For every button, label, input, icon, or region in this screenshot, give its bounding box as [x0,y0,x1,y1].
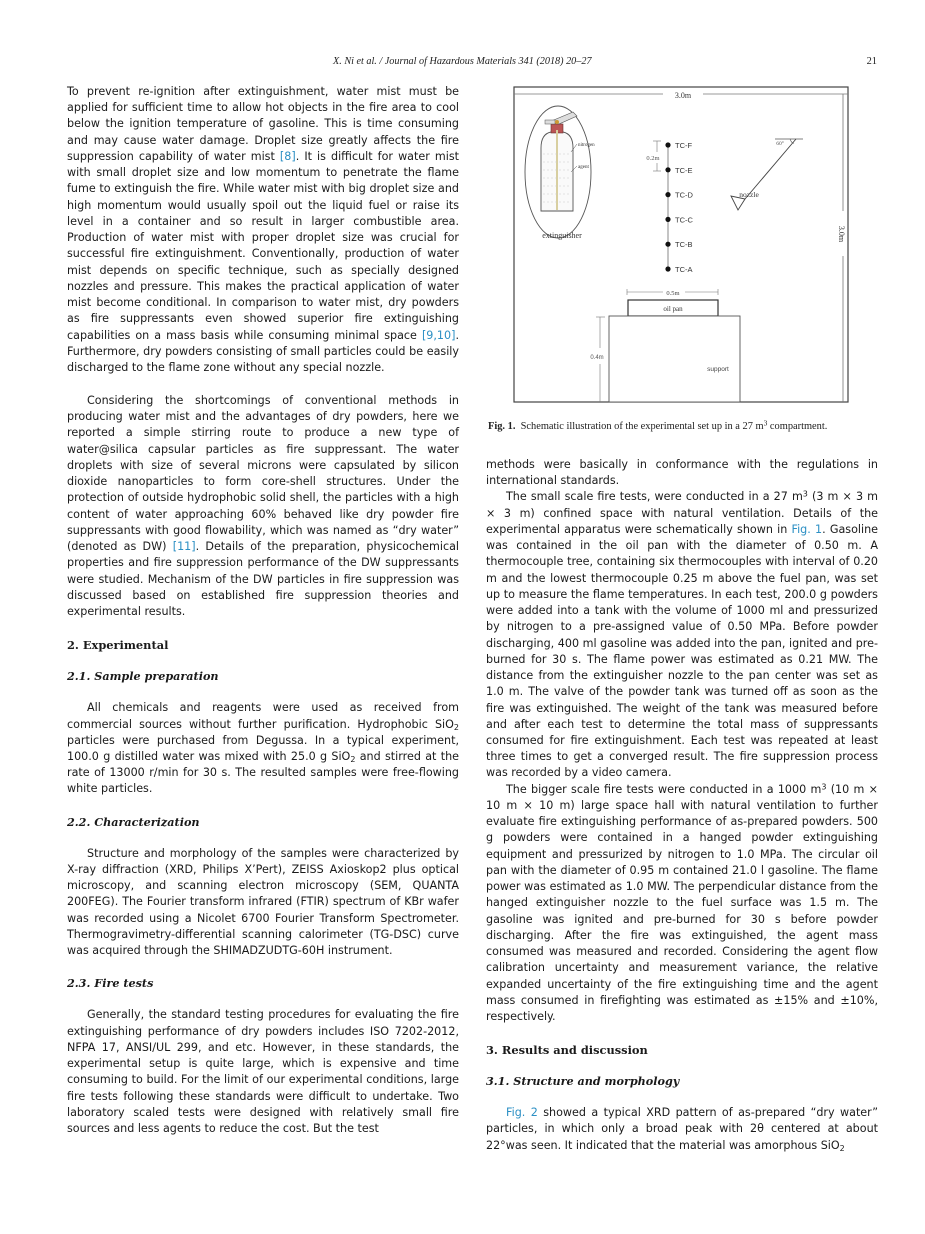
paragraph-sample-preparation: All chemicals and reagents were used as received from commercial sources without further purification. Hydrophobic SiO$_2$ particles were purchased from Degussa. In a typical experiment, 100.0 g distilled water was mixed with 25.0 g SiO$_2$ and stirred at the rate of 13000 r/min for 30 s. The resulted samples were free-flowing white particles. [67,701,459,796]
width-dimension-label: 3.0m [674,91,692,100]
support [609,316,740,402]
left-column [67,84,459,1137]
support-height-label: 0.4m [590,355,604,361]
extinguisher-icon [541,112,577,211]
angle-label: 60° [776,141,784,147]
paragraph-characterization: Structure and morphology of the samples were characterized by X-ray diffraction (XRD, Philips X’Pert), ZEISS Axioskop2 plus optical microscopy, and scanning electron microscopy (SEM, QUANTA 200FEG). The Fourier transform infrared (FTIR) spectrum of KBr wafer was recorded using a Nicolet 6700 Fourier Transform Spectrometer. Thermogravimetry-differential scanning calorimeter (TG-DSC) curve was acquired through the SHIMADZUDTG-60H instrument. [67,846,459,958]
page-header [0,56,925,70]
subsection-heading-structure: 3.1. Structure and morphology [486,1074,680,1089]
pan-width-label: 0.5m [666,290,680,297]
citation-link[interactable]: [11] [172,540,196,554]
thermocouple-label: TC-C [675,215,693,225]
thermocouple-label: TC-E [675,165,693,175]
thermocouple-label: TC-B [675,240,693,250]
figure-label: Fig. 1. [488,421,516,432]
paragraph-xrd: Fig. 2 showed a typical XRD pattern of as-prepared “dry water” particles, in which only a broad peak with 2θ centered at about 22°was seen. It indicated that the material was amorphous SiO$_2$ [486,1106,878,1153]
thermocouple-marker [665,167,670,172]
thermocouple-label: TC-D [675,190,693,200]
thermocouple-marker [665,242,670,247]
thermocouple-marker [665,142,670,147]
figure-link[interactable]: Fig. 2 [506,1106,538,1120]
section-heading-experimental: 2. Experimental [67,638,169,653]
subsection-heading-sample-preparation: 2.1. Sample preparation [67,669,219,684]
right-column [486,457,878,1154]
paragraph-bigger-scale-tests: The bigger scale fire tests were conducted in a 1000 $m^3$ (10 m × 10 m × 10 m) large space hall with natural ventilation to further evaluate fire extinguishing performance of as-prepared powders. 500 g powders were contained in a hanged powder extinguishing equipment and pressurized by nitrogen to 1.0 MPa. The circular oil pan with the diameter of 0.95 m contained 21.0 l gasoline. The flame power was estimated as 1.0 MW. The perpendicular distance from the hanged extinguisher nozzle to the fuel surface was 1.5 m. The gasoline was ignited and pre-burned for 30 s before powder discharging. After the fire was extinguished, the agent mass consumed was measured and recorded. Considering the agent flow calibration uncertainty and measurement variance, the relative expanded uncertainty of the fire extinguishing time and the agent mass consumed in firefighting was estimated as ±15% and ±10%, respectively. [486,782,878,1023]
schematic-diagram [513,86,850,404]
running-head: X. Ni et al. / Journal of Hazardous Materials 341 (2018) 20–27 [333,56,592,67]
support-label: support [707,366,729,373]
thermocouple-label: TC-A [675,265,693,274]
figure-1-schematic [513,86,850,404]
figure-link[interactable]: Fig. 1 [791,522,823,536]
spacing-label: 0.2m [646,155,660,162]
figure-1-caption: Fig. 1. Schematic illustration of the experimental set up in a 27 $m^3$ compartment. [488,418,828,432]
citation-link[interactable]: [8] [279,149,296,163]
page-number: 21 [866,56,877,67]
subsection-heading-fire-tests: 2.3. Fire tests [67,976,154,991]
paragraph-fire-tests: Generally, the standard testing procedures for evaluating the fire extinguishing performance of dry powders includes ISO 7202-2012, NFPA 17, ANSI/UL 299, and etc. However, in these standards, the experimental setup is quite large, which is expensive and time consuming to build. For the limit of our experimental conditions, large fire tests following these standards were difficult to undertake. Two laboratory scaled tests were designed with relatively small fire sources and less agents to reduce the cost. But the test [67,1008,459,1135]
subsection-heading-characterization: 2.2. Characterization [67,814,200,829]
nozzle-label: nozzle [739,190,759,199]
thermocouple-marker [665,192,670,197]
agent-label: agent [578,165,589,170]
thermocouple-marker [665,217,670,222]
paragraph-water-mist: To prevent re-ignition after extinguishment, water mist must be applied for sufficient time to allow hot objects in the fire area to cool below the ignition temperature of gasoline. This is time consuming and may cause water damage. Droplet size greatly affects the fire suppression capability of water mist [8]. It is difficult for water mist with small droplet size and low momentum to penetrate the flame fume to extinguish the fire. While water mist with big droplet size and high momentum would usually spoil out the liquid fuel or raise its level in a container and so result in larger combustible area. Production of water mist with proper droplet size was crucial for successful fire extinguishment. Conventionally, production of water mist depends on specific technique, such as specially designed nozzles and pressure. This makes the practical application of water mist become conditional. In comparison to water mist, dry powders as fire suppressants even showed superior fire extinguishing capabilities on a mass basis while consuming minimal space [9,10]. Furthermore, dry powders consisting of small particles could be easily discharged to the flame zone without any special nozzle. [67,85,459,374]
height-dimension-label: 3.0m [837,225,846,243]
paragraph-methods-conformance: methods were basically in conformance with the regulations in international standards. [486,458,878,488]
thermocouple-label: TC-F [675,141,693,150]
paragraph-dry-water-intro: Considering the shortcomings of conventional methods in producing water mist and the advantages of dry powders, here we reported a simple stirring route to produce a new type of water@silica capsular particles as fire suppressant. The water droplets with size of several microns were capsulated by silicon dioxide nanoparticles to form core-shell structures. Under the protection of outside hydrophobic solid shell, the particles with a high content of water approaching 60% behaved like dry powder fire suppressants with good flowability, which was named as “dry water” (denoted as DW) [11]. Details of the preparation, physicochemical properties and fire suppression performance of the DW suppressants were studied. Mechanism of the DW particles in fire suppression was discussed based on established fire suppression theories and experimental results. [67,394,459,619]
nitrogen-label: nitrogen [578,143,595,148]
thermocouple-marker [665,266,670,271]
paragraph-small-scale-tests: The small scale fire tests, were conducted in a 27 $m^3$ (3 m × 3 m × 3 m) confined space with natural ventilation. Details of the experimental apparatus were schematically shown in Fig. 1. Gasoline was contained in the oil pan with the diameter of 0.50 m. A thermocouple tree, containing six thermocouples with interval of 0.20 m and the lowest thermocouple 0.25 m above the fuel pan, was set up to measure the flame temperatures. In each test, 200.0 g powders were added into a tank with the volume of 1000 ml and pressurized by nitrogen to a pre-assigned value of 0.50 MPa. Before powder discharging, 400 ml gasoline was added into the pan, ignited and pre-burned for 30 s. The flame power was estimated as 0.21 MW. The distance from the extinguisher nozzle to the pan center was set as 1.0 m. The valve of the powder tank was turned off as soon as the fire was extinguished. The weight of the tank was measured before and after each test to determine the total mass of suppressants consumed for fire extinguishment. Each test was repeated at least three times to get a converged result. The fire suppression process was recorded by a video camera. [486,489,879,780]
extinguisher-label: extinguisher [542,231,582,240]
citation-link[interactable]: [9,10] [421,328,456,342]
thermocouple-group [665,141,693,274]
oil-pan-label: oil pan [663,305,683,313]
section-heading-results: 3. Results and discussion [486,1043,648,1058]
